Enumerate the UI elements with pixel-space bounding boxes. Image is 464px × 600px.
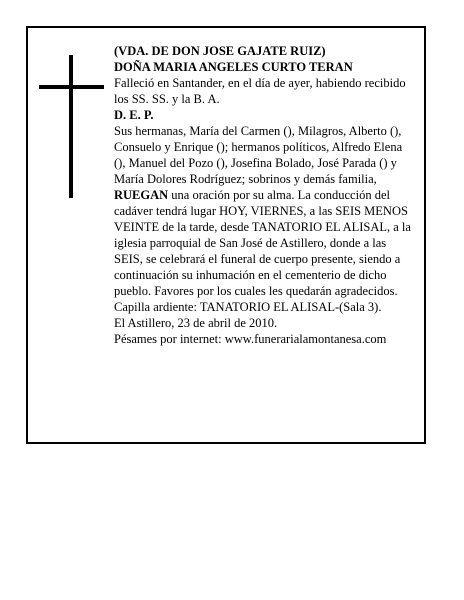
cross-icon-vertical [69, 55, 73, 198]
deceased-name: DOÑA MARIA ANGELES CURTO TERAN [114, 60, 353, 74]
cross-icon-horizontal [39, 85, 104, 89]
widow-line: (VDA. DE DON JOSE GAJATE RUIZ) [114, 44, 326, 58]
rip-line: D. E. P. [114, 108, 154, 122]
family-list: Sus hermanas, María del Carmen (), Milagros, Alberto (), Consuelo y Enrique (); hermanos políticos, Alfredo Elena (), Manuel del Pozo (), Josefina Bolado, José Parada () y María Dolores Rodríguez; sobrinos y demás familia, [114, 124, 403, 186]
ruegan-word: RUEGAN [114, 188, 169, 202]
death-announcement: Falleció en Santander, en el día de ayer, habiendo recibido los SS. SS. y la B. A. [114, 76, 406, 106]
obituary-notice [26, 26, 426, 444]
obituary-text [114, 43, 414, 347]
condolences-line: Pésames por internet: www.funerarialamontanesa.com [114, 332, 387, 346]
service-paragraph [114, 187, 414, 315]
service-details: una oración por su alma. La conducción del cadáver tendrá lugar HOY, VIERNES, a las SEIS MENOS VEINTE de la tarde, desde TANATORIO EL ALISAL, a la iglesia parroquial de San José de Astillero, donde a las SEIS, se celebrará el funeral de cuerpo presente, siendo a continuación su inhumación en el cementerio de dicho pueblo. Favores por los cuales les quedarán agradecidos. Capilla ardiente: TANATORIO EL ALISAL-(Sala 3). [114, 188, 411, 314]
place-date: El Astillero, 23 de abril de 2010. [114, 316, 278, 330]
